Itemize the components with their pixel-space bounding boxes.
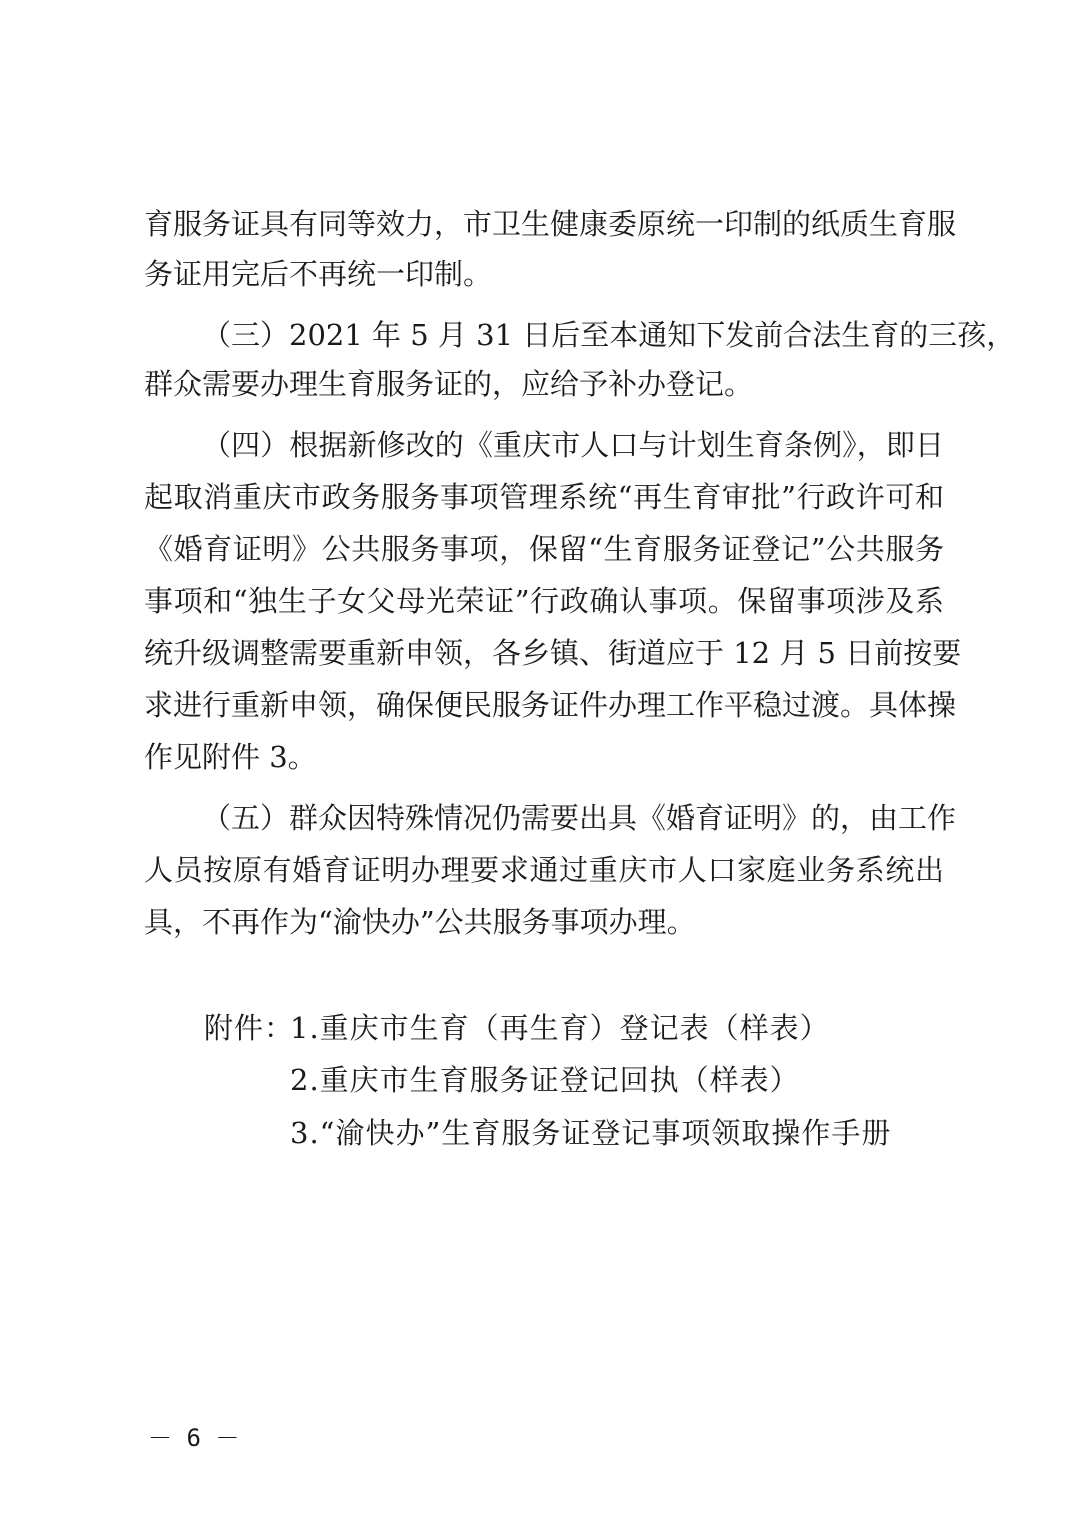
attachment-item: 3.“渝快办”生育服务证登记事项领取操作手册 [290,1116,892,1150]
paragraph-line: 务证用完后不再统一印制。 [144,257,493,291]
attachment-item: 2.重庆市生育服务证登记回执（样表） [290,1063,800,1097]
paragraph-line: 群众需要办理生育服务证的，应给予补办登记。 [144,367,754,401]
paragraph-line: 事项和“独生子女父母光荣证”行政确认事项。保留事项涉及系 [144,584,944,618]
page-number: － 6 － [148,1424,240,1452]
attachments-label: 附件： [204,1011,295,1045]
paragraph-line: 作见附件 3。 [144,740,317,774]
paragraph-line: 起取消重庆市政务服务事项管理系统“再生育审批”行政许可和 [144,480,944,514]
paragraph-line: 统升级调整需要重新申领，各乡镇、街道应于 12 月 5 日前按要 [144,636,962,670]
paragraph-line: 育服务证具有同等效力，市卫生健康委原统一印制的纸质生育服 [144,207,957,241]
paragraph-line: 人员按原有婚育证明办理要求通过重庆市人口家庭业务系统出 [144,853,944,887]
paragraph-line: （四）根据新修改的《重庆市人口与计划生育条例》，即日 [202,428,944,462]
paragraph-line: （五）群众因特殊情况仍需要出具《婚育证明》的，由工作 [202,801,957,835]
paragraph-line: （三）2021 年 5 月 31 日后至本通知下发前合法生育的三孩， [202,318,1016,352]
attachment-item: 1.重庆市生育（再生育）登记表（样表） [290,1011,830,1045]
paragraph-line: 具，不再作为“渝快办”公共服务事项办理。 [144,905,696,939]
paragraph-line: 求进行重新申领，确保便民服务证件办理工作平稳过渡。具体操 [144,688,957,722]
paragraph-line: 《婚育证明》公共服务事项，保留“生育服务证登记”公共服务 [144,532,944,566]
